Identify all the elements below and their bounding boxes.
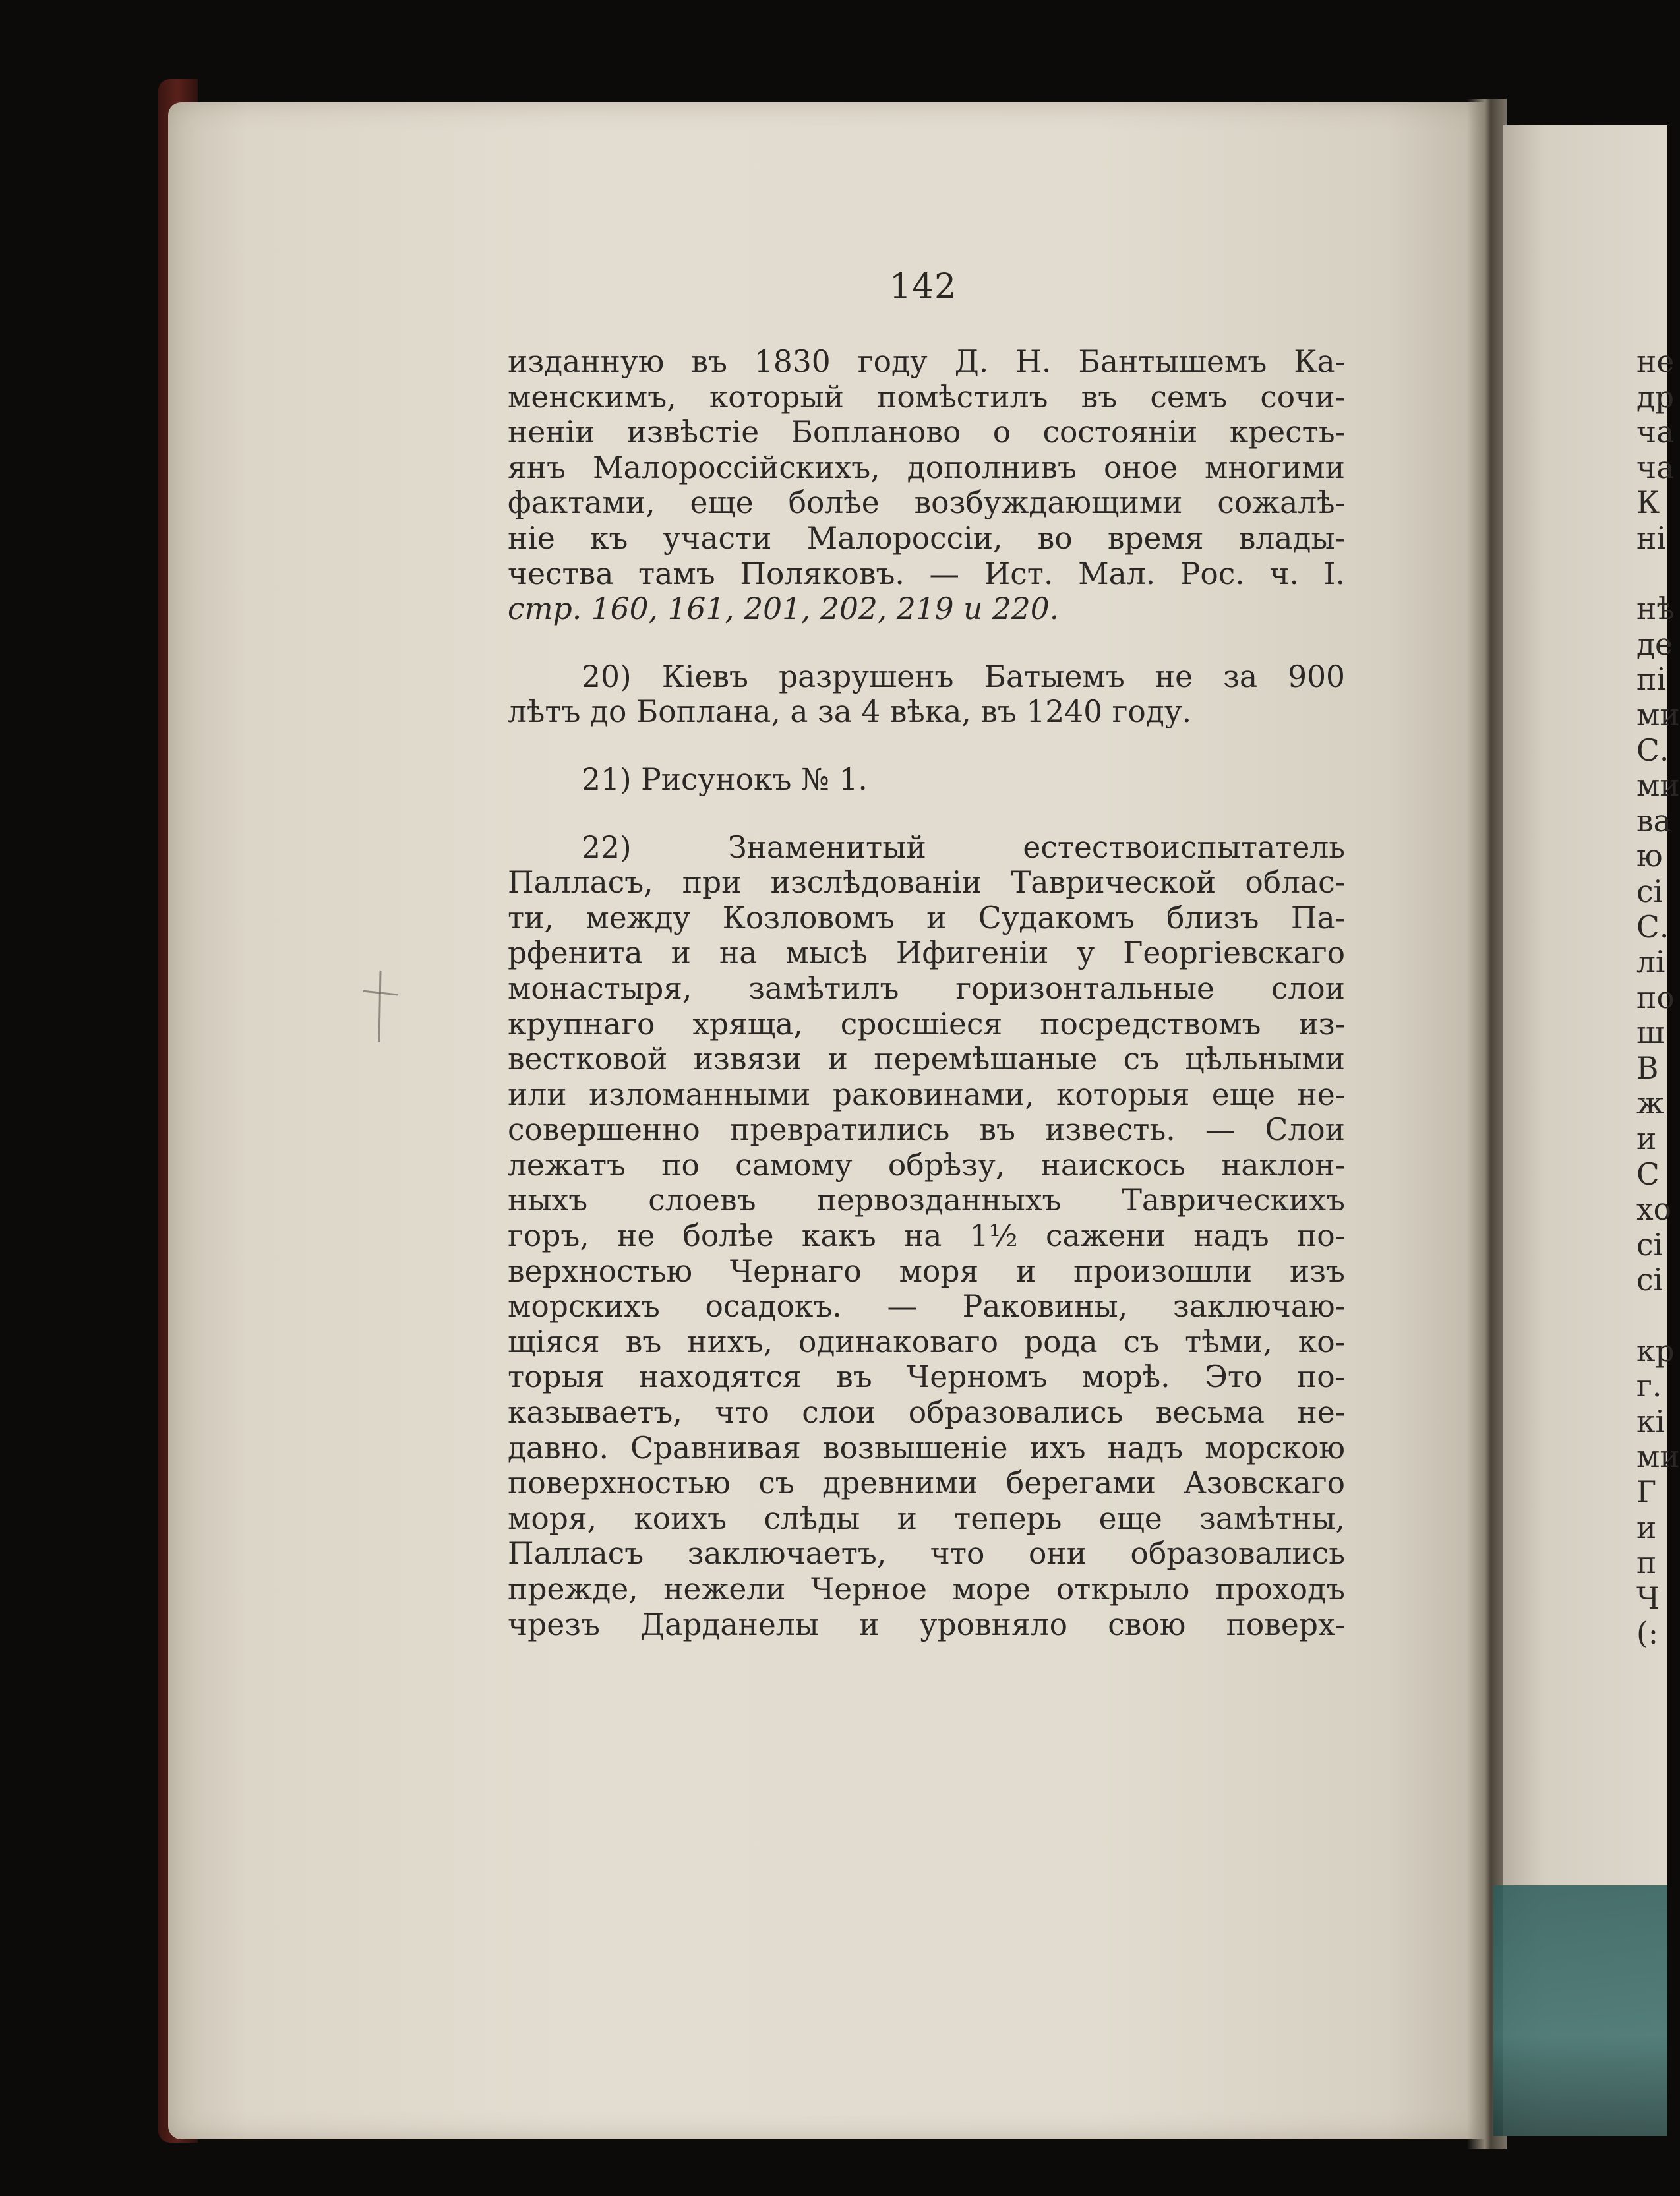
text-line: ніе къ участи Малороссіи, во время влады- <box>508 520 1345 556</box>
right-page-fragment: Ч <box>1636 1580 1660 1616</box>
right-page-fragment: кі <box>1636 1404 1665 1439</box>
footnote-21: 21) Рисунокъ № 1. <box>582 761 868 797</box>
text-line: ти, между Козловомъ и Судакомъ близъ Па- <box>508 900 1345 935</box>
right-page-fragment: сі <box>1636 1227 1664 1262</box>
right-page-fragment: г. <box>1636 1369 1662 1404</box>
text-line: стр. 160, 161, 201, 202, 219 и 220. <box>508 591 1060 627</box>
footnote-22: 22) Знаменитый естествоиспытатель <box>582 829 1345 865</box>
text-line: ныхъ слоевъ первозданныхъ Таврическихъ <box>508 1183 1345 1218</box>
footnotes-text <box>508 344 1345 1642</box>
right-page-fragment: по <box>1636 980 1675 1015</box>
text-line: казываетъ, что слои образовались весьма не- <box>508 1395 1345 1431</box>
text-line: прежде, нежели Черное море открыло проходъ <box>508 1572 1345 1607</box>
text-line: горъ, не болѣе какъ на 1½ сажени надъ по- <box>508 1218 1345 1254</box>
text-line: монастыря, замѣтилъ горизонтальные слои <box>508 970 1345 1006</box>
pencil-cross-mark <box>359 966 399 1045</box>
right-page-fragment <box>1636 556 1667 592</box>
right-page-fragment: ш <box>1636 1015 1665 1051</box>
right-page-fragment: лі <box>1636 945 1665 980</box>
right-page-fragment: ми <box>1636 697 1680 732</box>
right-page-fragment: В <box>1636 1050 1659 1086</box>
book-gutter <box>1467 99 1507 2149</box>
text-line: крупнаго хряща, сросшіеся посредствомъ из- <box>508 1006 1345 1042</box>
right-page-fragment: и <box>1636 1510 1657 1545</box>
text-line: совершенно превратились въ известь. — Слои <box>508 1112 1345 1148</box>
text-line: вестковой извязи и перемѣшаные съ цѣльными <box>508 1042 1345 1077</box>
right-page-fragment: С <box>1636 1156 1660 1192</box>
right-page-fragment: Г <box>1636 1475 1657 1510</box>
right-page-fragment: ні <box>1636 520 1666 556</box>
text-line: чества тамъ Поляковъ. — Ист. Мал. Рос. ч. I. <box>508 556 1345 591</box>
right-page-fragment: не <box>1636 344 1675 379</box>
right-page-fragment: ми <box>1636 1439 1680 1475</box>
right-page-fragment: п <box>1636 1545 1657 1581</box>
right-page-fragment: ва <box>1636 803 1671 839</box>
right-page-fragment: и <box>1636 1121 1657 1157</box>
right-page-fragment: сі <box>1636 1262 1664 1298</box>
text-line: фактами, еще болѣе возбуждающими сожалѣ- <box>508 485 1345 521</box>
text-line: верхностью Чернаго моря и произошли изъ <box>508 1253 1345 1289</box>
right-page-fragment: пі <box>1636 662 1666 697</box>
text-line: Палласъ, при изслѣдованіи Таврической облас- <box>508 865 1345 901</box>
right-page-fragment: сі <box>1636 874 1664 909</box>
text-line: поверхностью съ древними берегами Азовскаго <box>508 1466 1345 1501</box>
right-page-fragment: де <box>1636 626 1673 662</box>
text-line: менскимъ, который помѣстилъ въ семъ сочи- <box>508 379 1345 415</box>
right-page-fragment: С. <box>1636 909 1669 945</box>
right-page-fragment: хо <box>1636 1192 1672 1228</box>
text-line: моря, коихъ слѣды и теперь еще замѣтны, <box>508 1500 1345 1536</box>
right-page-fragment: ча <box>1636 415 1675 450</box>
text-line: неніи извѣстіе Бопланово о состояніи кресть- <box>508 415 1345 450</box>
text-line: чрезъ Дарданелы и уровняло свою поверх- <box>508 1607 1345 1642</box>
right-page-fragment <box>1636 1298 1667 1334</box>
text-line: щіяся въ нихъ, одинаковаго рода съ тѣми, ко- <box>508 1324 1345 1359</box>
right-page-fragment: кр <box>1636 1333 1675 1369</box>
text-line: янъ Малороссійскихъ, дополнивъ оное многими <box>508 450 1345 485</box>
right-page-fragment: др <box>1636 379 1675 415</box>
right-page-fragment: ю <box>1636 839 1663 874</box>
text-line: лежатъ по самому обрѣзу, наискось наклон- <box>508 1147 1345 1183</box>
text-line: или изломанными раковинами, которыя еще не- <box>508 1077 1345 1112</box>
right-page-text-fragments <box>1636 344 1680 1651</box>
text-line: морскихъ осадокъ. — Раковины, заключаю- <box>508 1289 1345 1324</box>
right-page-fragment: ми <box>1636 768 1680 804</box>
right-page-fragment: ча <box>1636 450 1675 485</box>
right-page-fragment: С. <box>1636 732 1669 768</box>
text-line: лѣтъ до Боплана, а за 4 вѣка, въ 1240 году. <box>508 694 1192 730</box>
page-number: 142 <box>889 267 957 307</box>
book-cover-right <box>1493 1885 1667 2136</box>
text-line: рфенита и на мысѣ Ифигеніи у Георгіевскаго <box>508 935 1345 971</box>
text-line: изданную въ 1830 году Д. Н. Бантышемъ Ка- <box>508 344 1345 379</box>
text-line: давно. Сравнивая возвышеніе ихъ надъ морскою <box>508 1430 1345 1466</box>
right-page-fragment: нѣ <box>1636 591 1675 627</box>
right-page-fragment: (: <box>1636 1616 1659 1651</box>
right-page-fragment: ж <box>1636 1086 1664 1121</box>
footnote-20: 20) Кіевъ разрушенъ Батыемъ не за 900 <box>582 659 1345 694</box>
right-page-fragment: К <box>1636 485 1660 521</box>
text-line: торыя находятся въ Черномъ морѣ. Это по- <box>508 1359 1345 1395</box>
text-line: Палласъ заключаетъ, что они образовались <box>508 1536 1345 1572</box>
